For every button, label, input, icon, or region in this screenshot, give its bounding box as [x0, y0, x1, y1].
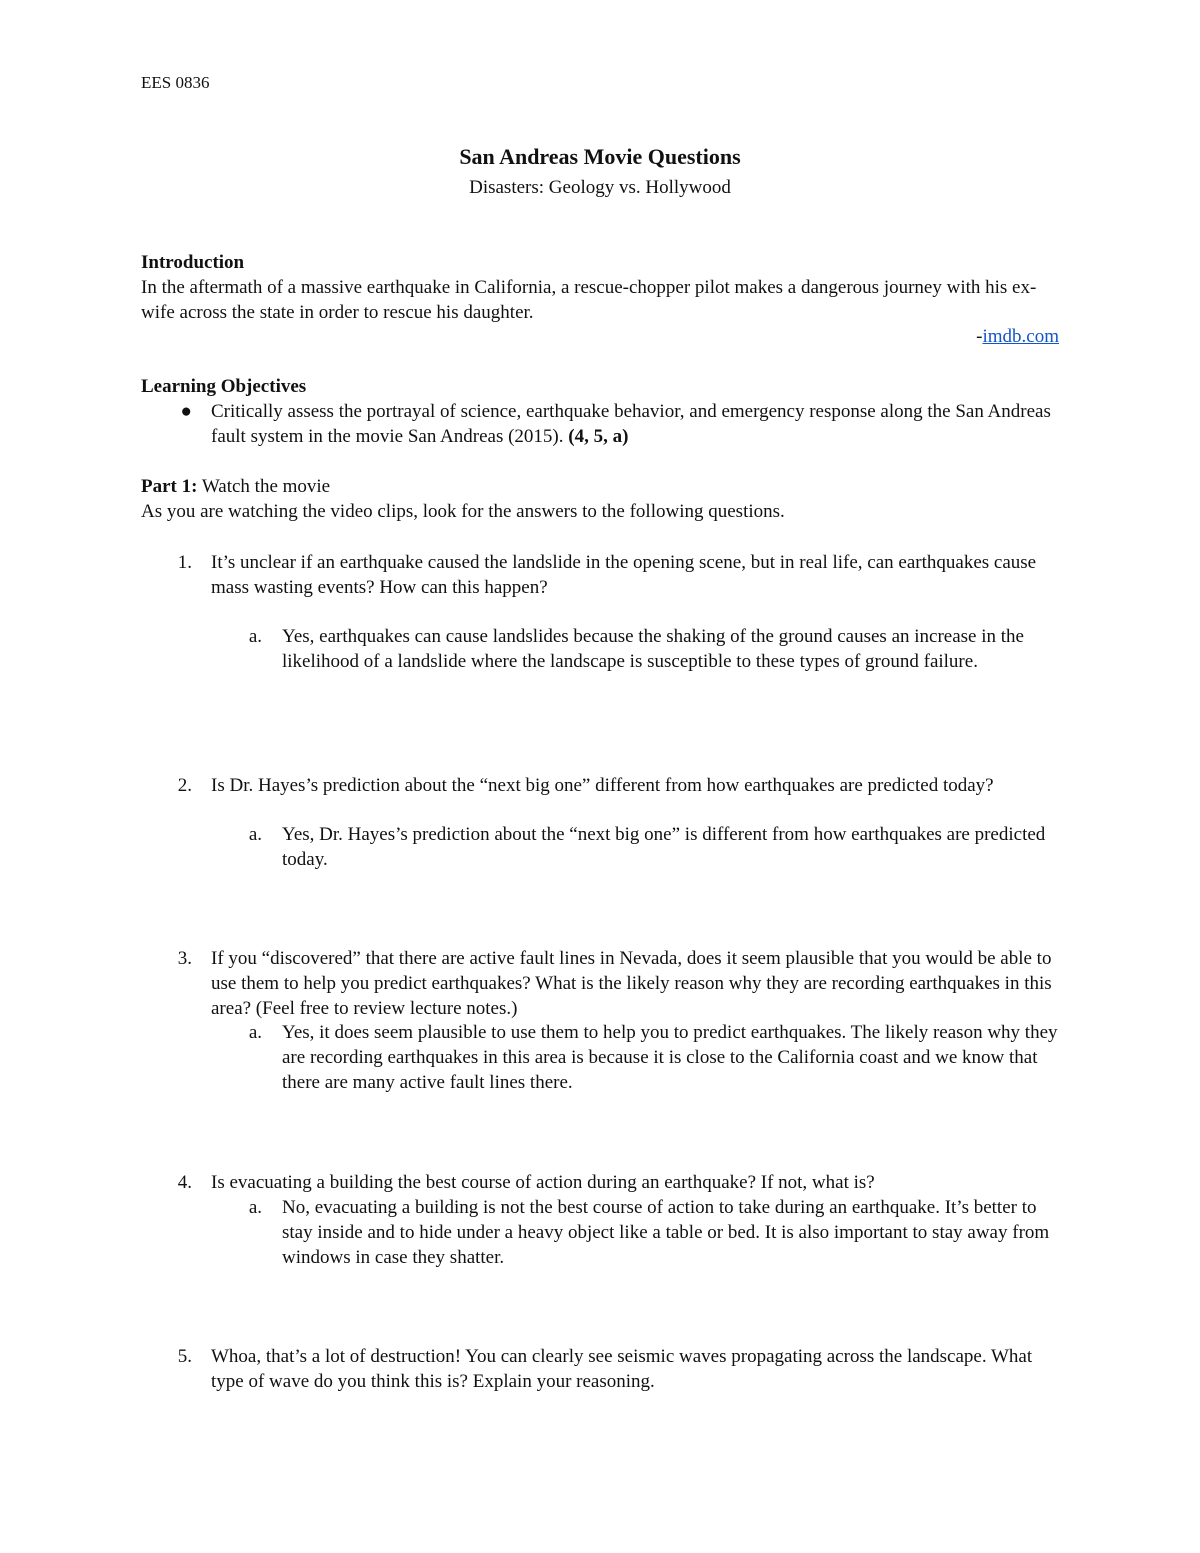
part1-section [141, 474, 1061, 524]
answer-1-marker: a. [248, 626, 262, 647]
question-2-text: Is Dr. Hayes’s prediction about the “next big one” different from how earthquakes are predicted today? [211, 775, 994, 796]
part1-title-line [141, 474, 1061, 499]
source-prefix: - [976, 326, 983, 347]
answer-3-marker: a. [248, 1022, 262, 1043]
source-citation [141, 324, 1059, 349]
question-3-text: If you “discovered” that there are active fault lines in Nevada, does it seem plausible that you would be able to use them to help you predict earthquakes? What is the likely reason why they are recording earthquakes in this area? (Feel free to review lecture notes.) [211, 948, 1052, 1019]
introduction-heading: Introduction [141, 252, 245, 273]
question-4-number: 4. [177, 1172, 192, 1193]
part1-title: Watch the movie [197, 476, 331, 497]
part1-label: Part 1: [141, 476, 198, 497]
learning-objective-codes: (4, 5, a) [568, 426, 629, 447]
learning-objective-text: Critically assess the portrayal of science, earthquake behavior, and emergency response along the San Andreas fault system in the movie San Andreas (2015). [211, 401, 1051, 447]
answer-1-text: Yes, earthquakes can cause landslides because the shaking of the ground causes an increase in the likelihood of a landslide where the landscape is susceptible to these types of ground failure. [282, 626, 1024, 672]
answer-4-text: No, evacuating a building is not the best course of action to take during an earthquake. It’s better to stay inside and to hide under a heavy object like a table or bed. It is also important to stay away from windows in case they shatter. [282, 1197, 1050, 1268]
imdb-link[interactable]: imdb.com [982, 326, 1059, 347]
question-5-text: Whoa, that’s a lot of destruction! You can clearly see seismic waves propagating across the landscape. What type of wave do you think this is? Explain your reasoning. [211, 1346, 1033, 1392]
bullet-marker: ● [180, 401, 192, 422]
question-1-number: 1. [177, 552, 192, 573]
learning-objective-item [211, 399, 1061, 449]
question-1-text: It’s unclear if an earthquake caused the landslide in the opening scene, but in real life, can earthquakes cause mass wasting events? How can this happen? [211, 552, 1037, 598]
question-5-number: 5. [177, 1346, 192, 1367]
answer-4-marker: a. [248, 1197, 262, 1218]
page-title: San Andreas Movie Questions [459, 144, 741, 169]
answer-2-text: Yes, Dr. Hayes’s prediction about the “next big one” is different from how earthquakes are predicted today. [282, 824, 1046, 870]
question-2-number: 2. [177, 775, 192, 796]
page-subtitle: Disasters: Geology vs. Hollywood [469, 177, 731, 198]
learning-objectives-heading: Learning Objectives [141, 376, 307, 397]
introduction-text: In the aftermath of a massive earthquake in California, a rescue-chopper pilot makes a dangerous journey with his ex-wife across the state in order to rescue his daughter. [141, 277, 1037, 323]
part1-instructions: As you are watching the video clips, look for the answers to the following questions. [141, 501, 785, 522]
question-4-text: Is evacuating a building the best course of action during an earthquake? If not, what is? [211, 1172, 875, 1193]
introduction-section [141, 250, 1061, 325]
answer-2-marker: a. [248, 824, 262, 845]
answer-3-text: Yes, it does seem plausible to use them to help you to predict earthquakes. The likely reason why they are recording earthquakes in this area is because it is close to the California coast and we know that there are many active fault lines there. [282, 1022, 1058, 1093]
question-3-number: 3. [177, 948, 192, 969]
course-code: EES 0836 [141, 73, 210, 92]
